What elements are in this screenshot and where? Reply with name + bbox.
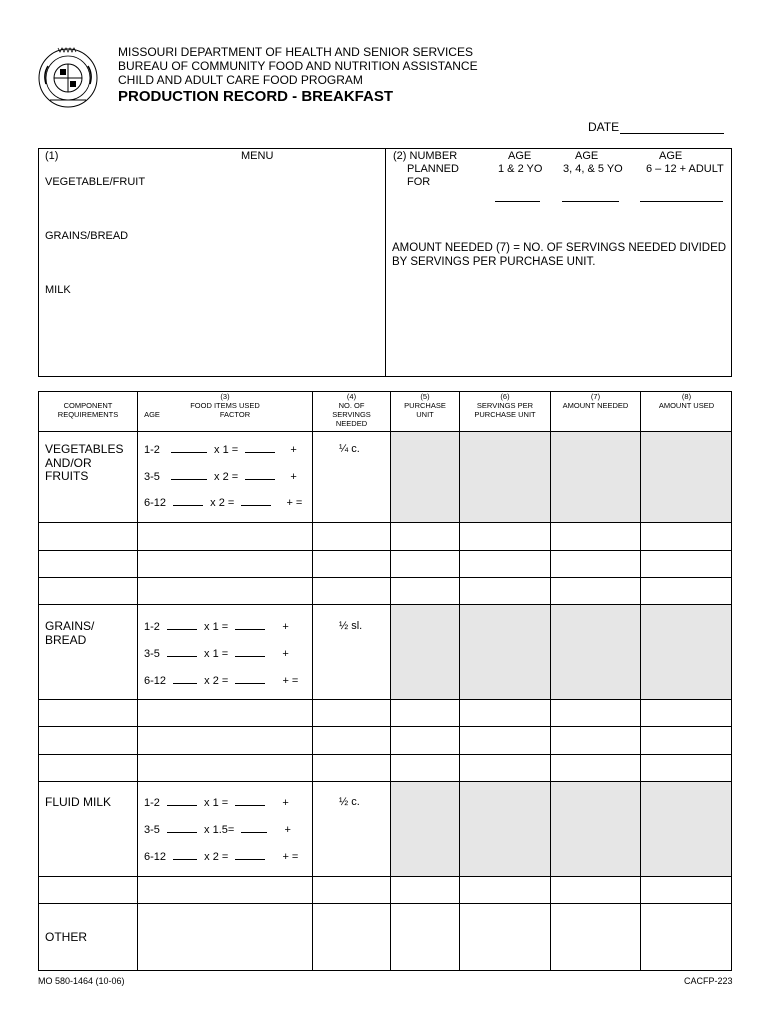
menu-milk-label: MILK xyxy=(45,284,71,296)
veg-6-12-result-field[interactable] xyxy=(241,496,271,506)
milk-1-2-food-field[interactable] xyxy=(167,796,197,806)
grains-1-2-result-field[interactable] xyxy=(235,620,265,630)
menu-vegetable-fruit-label: VEGETABLE/FRUIT xyxy=(45,176,146,188)
milk-row-1-2: 1-2 x 1 = + xyxy=(144,797,289,809)
header-servings-needed: (4) NO. OF SERVINGS NEEDED xyxy=(332,392,371,428)
milk-3-5-food-field[interactable] xyxy=(167,823,197,833)
number-planned-label-2: PLANNED xyxy=(407,163,459,175)
age-group-3-5: 3, 4, & 5 YO xyxy=(563,163,623,175)
header-age: AGE xyxy=(144,410,160,419)
date-field[interactable] xyxy=(620,133,724,134)
age-group-1-2: 1 & 2 YO xyxy=(498,163,543,175)
grains-6-12-food-field[interactable] xyxy=(173,674,197,684)
grains-6-12-result-field[interactable] xyxy=(235,674,265,684)
header-purchase-unit: (5) PURCHASE UNIT xyxy=(404,392,446,419)
planned-3-5-field[interactable] xyxy=(562,201,619,202)
amount-needed-note-2: BY SERVINGS PER PURCHASE UNIT. xyxy=(392,256,596,268)
grains-row-1-2: 1-2 x 1 = + xyxy=(144,621,289,633)
header-servings-per-purchase-unit: (6) SERVINGS PER PURCHASE UNIT xyxy=(474,392,536,419)
veg-row-1-2: 1-2 x 1 = + xyxy=(144,444,297,456)
form-number: MO 580-1464 (10-06) xyxy=(38,976,125,986)
grains-3-5-food-field[interactable] xyxy=(167,647,197,657)
milk-6-12-food-field[interactable] xyxy=(173,850,197,860)
grains-row-6-12: 6-12 x 2 = + = xyxy=(144,675,299,687)
production-table xyxy=(38,391,732,971)
milk-3-5-result-field[interactable] xyxy=(241,823,267,833)
milk-row-3-5: 3-5 x 1.5= + xyxy=(144,824,291,836)
date-label: DATE xyxy=(588,120,620,134)
menu-grains-bread-label: GRAINS/BREAD xyxy=(45,230,129,242)
age-heading-3: AGE xyxy=(659,150,683,162)
milk-serving-size: ½ c. xyxy=(339,796,360,808)
milk-1-2-result-field[interactable] xyxy=(235,796,265,806)
header-component-requirements: COMPONENT REQUIREMENTS xyxy=(57,401,119,419)
milk-row-6-12: 6-12 x 2 = + = xyxy=(144,851,299,863)
component-grains-bread: GRAINS/ BREAD xyxy=(45,619,95,647)
age-group-6-12-adult: 6 – 12 + ADULT xyxy=(646,163,724,175)
veg-row-3-5: 3-5 x 2 = + xyxy=(144,471,297,483)
veg-3-5-result-field[interactable] xyxy=(245,470,275,480)
veg-6-12-food-field[interactable] xyxy=(173,496,203,506)
grains-row-3-5: 3-5 x 1 = + xyxy=(144,648,289,660)
veg-1-2-result-field[interactable] xyxy=(245,443,275,453)
form-title: PRODUCTION RECORD - BREAKFAST xyxy=(118,88,394,105)
component-other: OTHER xyxy=(45,930,87,944)
program-name: CHILD AND ADULT CARE FOOD PROGRAM xyxy=(118,73,363,87)
veg-row-6-12: 6-12 x 2 = + = xyxy=(144,497,303,509)
header-amount-needed: (7) AMOUNT NEEDED xyxy=(562,392,629,410)
state-seal-logo xyxy=(36,44,100,110)
grains-1-2-food-field[interactable] xyxy=(167,620,197,630)
section-1-number: (1) xyxy=(45,150,59,162)
grains-serving-size: ½ sl. xyxy=(339,620,363,632)
agency-name: MISSOURI DEPARTMENT OF HEALTH AND SENIOR SERVICES xyxy=(118,45,473,59)
veg-serving-size: ¼ c. xyxy=(339,443,360,455)
planned-6-12-field[interactable] xyxy=(640,201,723,202)
form-code: CACFP-223 xyxy=(684,976,733,986)
bureau-name: BUREAU OF COMMUNITY FOOD AND NUTRITION ASSISTANCE xyxy=(118,59,478,73)
age-heading-1: AGE xyxy=(508,150,532,162)
menu-heading: MENU xyxy=(241,150,274,162)
amount-needed-note: AMOUNT NEEDED (7) = NO. OF SERVINGS NEEDED DIVIDED xyxy=(392,242,727,254)
veg-1-2-food-field[interactable] xyxy=(171,443,207,453)
number-planned-label: (2) NUMBER xyxy=(393,150,458,162)
veg-3-5-food-field[interactable] xyxy=(171,470,207,480)
grains-3-5-result-field[interactable] xyxy=(235,647,265,657)
header-amount-used: (8) AMOUNT USED xyxy=(658,392,715,410)
milk-6-12-result-field[interactable] xyxy=(235,850,265,860)
age-heading-2: AGE xyxy=(575,150,599,162)
header-food-items-used: (3) FOOD ITEMS USED FACTOR xyxy=(190,392,260,419)
planned-1-2-field[interactable] xyxy=(495,201,540,202)
component-fluid-milk: FLUID MILK xyxy=(45,795,112,809)
component-vegetables-fruits: VEGETABLES AND/OR FRUITS xyxy=(45,442,124,483)
number-planned-label-3: FOR xyxy=(407,176,431,188)
